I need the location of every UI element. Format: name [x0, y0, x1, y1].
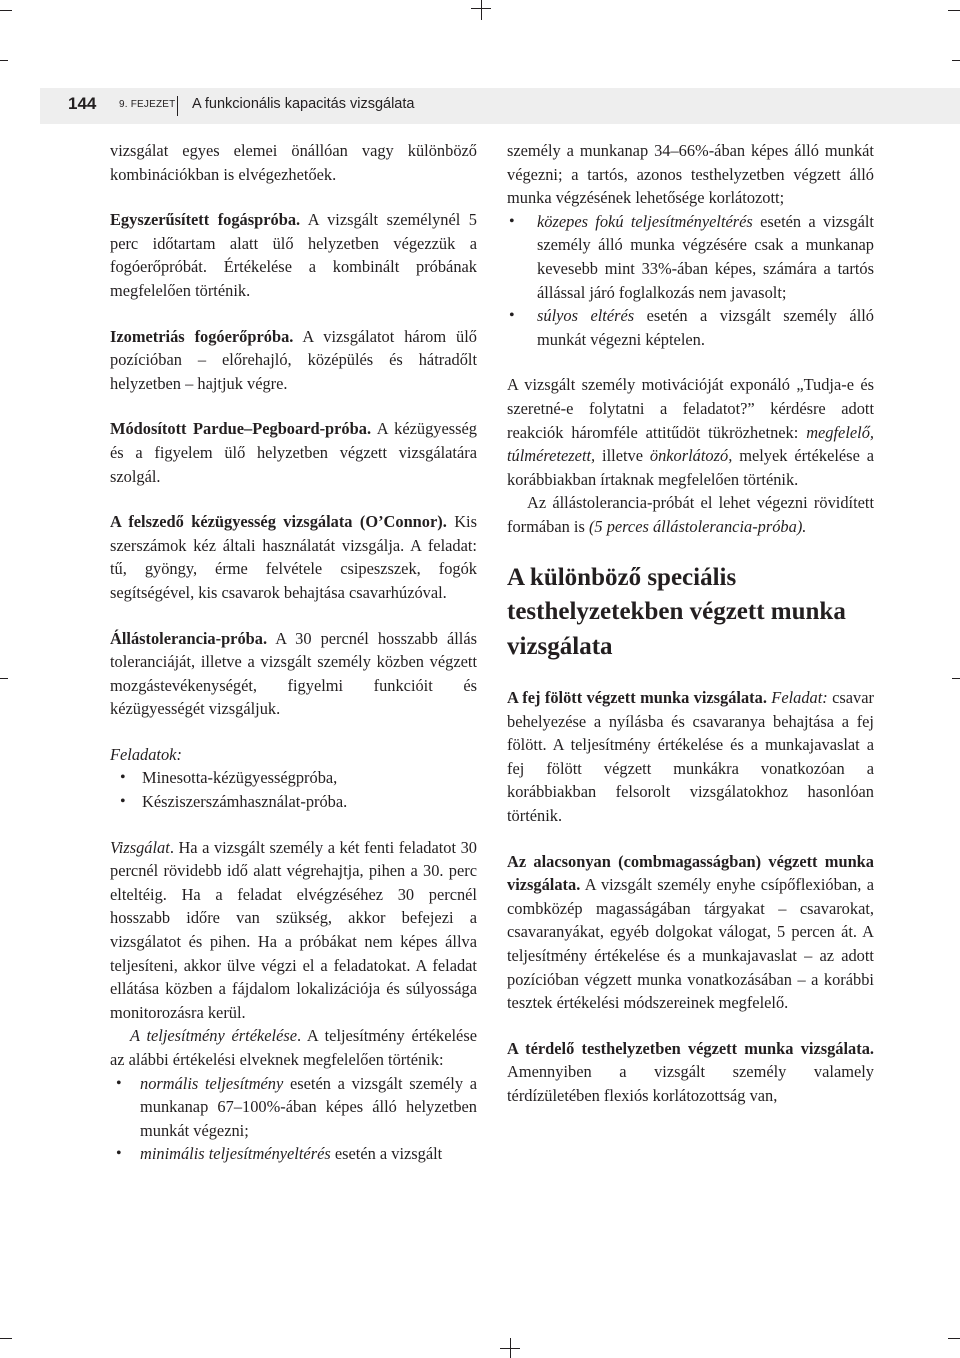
paragraph: A térdelő testhelyzetben végzett munka vizsgálata. Amennyiben a vizsgált személy valamely térdízületében flexiós korlátozottság van, [507, 1038, 874, 1105]
crop-mark [471, 8, 491, 9]
paragraph-title: Egyszerűsített fogáspróba. [110, 210, 301, 230]
paragraph-title: A fej fölött végzett munka vizsgálata. [507, 688, 767, 707]
paragraph-title: Az alacsonyan (combmagasságban) végzett munka vizsgálata. [507, 851, 874, 895]
paragraph: Vizsgálat. Ha a vizsgált személy a két fenti feladatot 30 percnél rövidebb idő alatt végrehajtja, pihen a 30. perc elteltéig. Ha a feladat elvégzéséhez 30 percnél hosszabb időre van szükség, akkor befejezi a vizsgálatot és pihen. Ha a próbákat nem képes állva teljesíteni, akkor ülve végzi el a feladatokat. A feladat ellátása közben a fájdalom lokalizációja és súlyossága monitorozásra kerül. [110, 837, 477, 1022]
crop-mark [0, 1338, 12, 1339]
paragraph: Az alacsonyan (combmagasságban) végzett munka vizsgálata. A vizsgált személy enyhe csípőflexióban, a combközép magasságában tárgyakat – csavarokat, csavaranyákat, egyéb dolgokat válogat, 5 percen át. A teljesítmény értékelése és a munkajavaslat – az adott pozícióban végzett munka vonatkozásában – a korábbi tesztek értékelési módszereinek megfelelő. [507, 851, 874, 1013]
paragraph: A felszedő kézügyesség vizsgálata (O’Connor). Kis szerszámok kéz általi használatát vizsgálja. A feladat: tű, gyöngy, érme felvétele csipeszszek, fogók segítségével, kis csavarok behajtása csavarhúzóval. [110, 512, 477, 602]
crop-mark [500, 1348, 520, 1349]
section-heading: A különböző speciális testhelyzetekben végzett munka vizsgálata [507, 563, 846, 660]
paragraph: Izometriás fogóerőpróba. A vizsgálatot három ülő pozícióban – előrehajló, középülés és hátradőlt helyzetben – hajtjuk végre. [110, 326, 477, 393]
paragraph: vizsgálat egyes elemei önállóan vagy különböző kombinációkban is elvégezhetőek. [110, 141, 477, 184]
list-item: • súlyos eltérés esetén a vizsgált személy álló munkát végezni képtelen. [507, 304, 874, 351]
crop-mark [952, 60, 960, 61]
chapter-label: 9. FEJEZET [119, 99, 176, 110]
list-item: • normális teljesítmény esetén a vizsgált személy a munkanap 67–100%-ában képes álló helyzetben munkát végezni; [110, 1072, 477, 1143]
crop-mark [481, 0, 482, 20]
tasks-heading: Feladatok: [110, 744, 182, 764]
list-item: • Késziszerszámhasználat-próba. [110, 790, 477, 814]
list-item: • Minesotta-kézügyességpróba, [110, 766, 477, 790]
paragraph: Egyszerűsített fogáspróba. A vizsgált személynél 5 perc időtartam alatt ülő helyzetben végezzük a fogóerőpróbát. Értékelése a kombinált próbának megfelelően történik. [110, 210, 477, 300]
paragraph-title: Állástolerancia-próba. [110, 628, 268, 648]
paragraph-title: A térdelő testhelyzetben végzett munka vizsgálata. [507, 1038, 874, 1058]
paragraph: személy a munkanap 34–66%-ában képes álló munkát végezni; a tartós, azonos testhelyzetben végzett álló munka végzésének lehetősége korlátozott; [507, 141, 874, 208]
crop-mark [0, 10, 12, 11]
list-item: • közepes fokú teljesítményeltérés esetén a vizsgált személy álló munka végzésére csak a munkanap kevesebb mint 33%-ában képes, számára a tartós állással járó foglalkozás nem javasolt; [507, 210, 874, 304]
running-header [40, 88, 960, 124]
crop-mark [948, 10, 960, 11]
paragraph-title: A teljesítmény értékelése [130, 1026, 297, 1046]
page-number: 144 [68, 94, 97, 113]
left-column [110, 139, 477, 1188]
right-column [507, 139, 874, 1130]
paragraph-title: Izometriás fogóerőpróba. [110, 326, 294, 346]
paragraph: A fej fölött végzett munka vizsgálata. Feladat: csavar behelyezése a nyílásba és csavaranya behajtása a fej fölött. A teljesítmény értékelése és a munkajavaslat a fej fölött végzett munkákra vonatkozóan a korábbiakban felsorolt vizsgálatokhoz hasonlóan történik. [507, 688, 874, 825]
paragraph-title: Módosított Pardue–Pegboard-próba. [110, 419, 372, 439]
evaluation-list [110, 1072, 477, 1166]
crop-mark [0, 678, 8, 679]
crop-mark [948, 1338, 960, 1339]
tasks-list [110, 766, 477, 813]
paragraph-title: Vizsgálat [110, 837, 170, 857]
running-title: A funkcionális kapacitás vizsgálata [192, 96, 415, 112]
list-item: • minimális teljesítményeltérés esetén a vizsgált [110, 1142, 477, 1166]
evaluation-list-cont [507, 210, 874, 352]
paragraph: Az állástolerancia-próbát el lehet végezni rövidített formában is (5 perces állástolerancia-próba). [507, 493, 874, 536]
crop-mark [0, 60, 8, 61]
crop-mark [952, 678, 960, 679]
paragraph: A vizsgált személy motivációját exponáló „Tudja-e és szeretné-e folytatni a feladatot?” kérdésre adott reakciók háromféle attitűdöt tükrözhetnek: megfelelő, túlméretezett, illetve önkorlátozó, melyek értékelése a korábbiakban írtaknak megfelelően történik. [507, 375, 875, 489]
paragraph-title: A felszedő kézügyesség vizsgálata (O’Connor). [110, 512, 447, 532]
paragraph: Állástolerancia-próba. A 30 percnél hosszabb állás toleranciáját, illetve a vizsgált személy közben végzett mozgástevékenységét, figyelmi funkcióit és kézügyességét vizsgáljuk. [110, 628, 477, 719]
header-divider [177, 96, 178, 116]
paragraph: Módosított Pardue–Pegboard-próba. A kézügyesség és a figyelem ülő helyzetben végzett vizsgálatára szolgál. [110, 419, 477, 486]
paragraph: A teljesítmény értékelése. A teljesítmény értékelése az alábbi értékelési elveknek megfelelően történik: [110, 1026, 477, 1069]
